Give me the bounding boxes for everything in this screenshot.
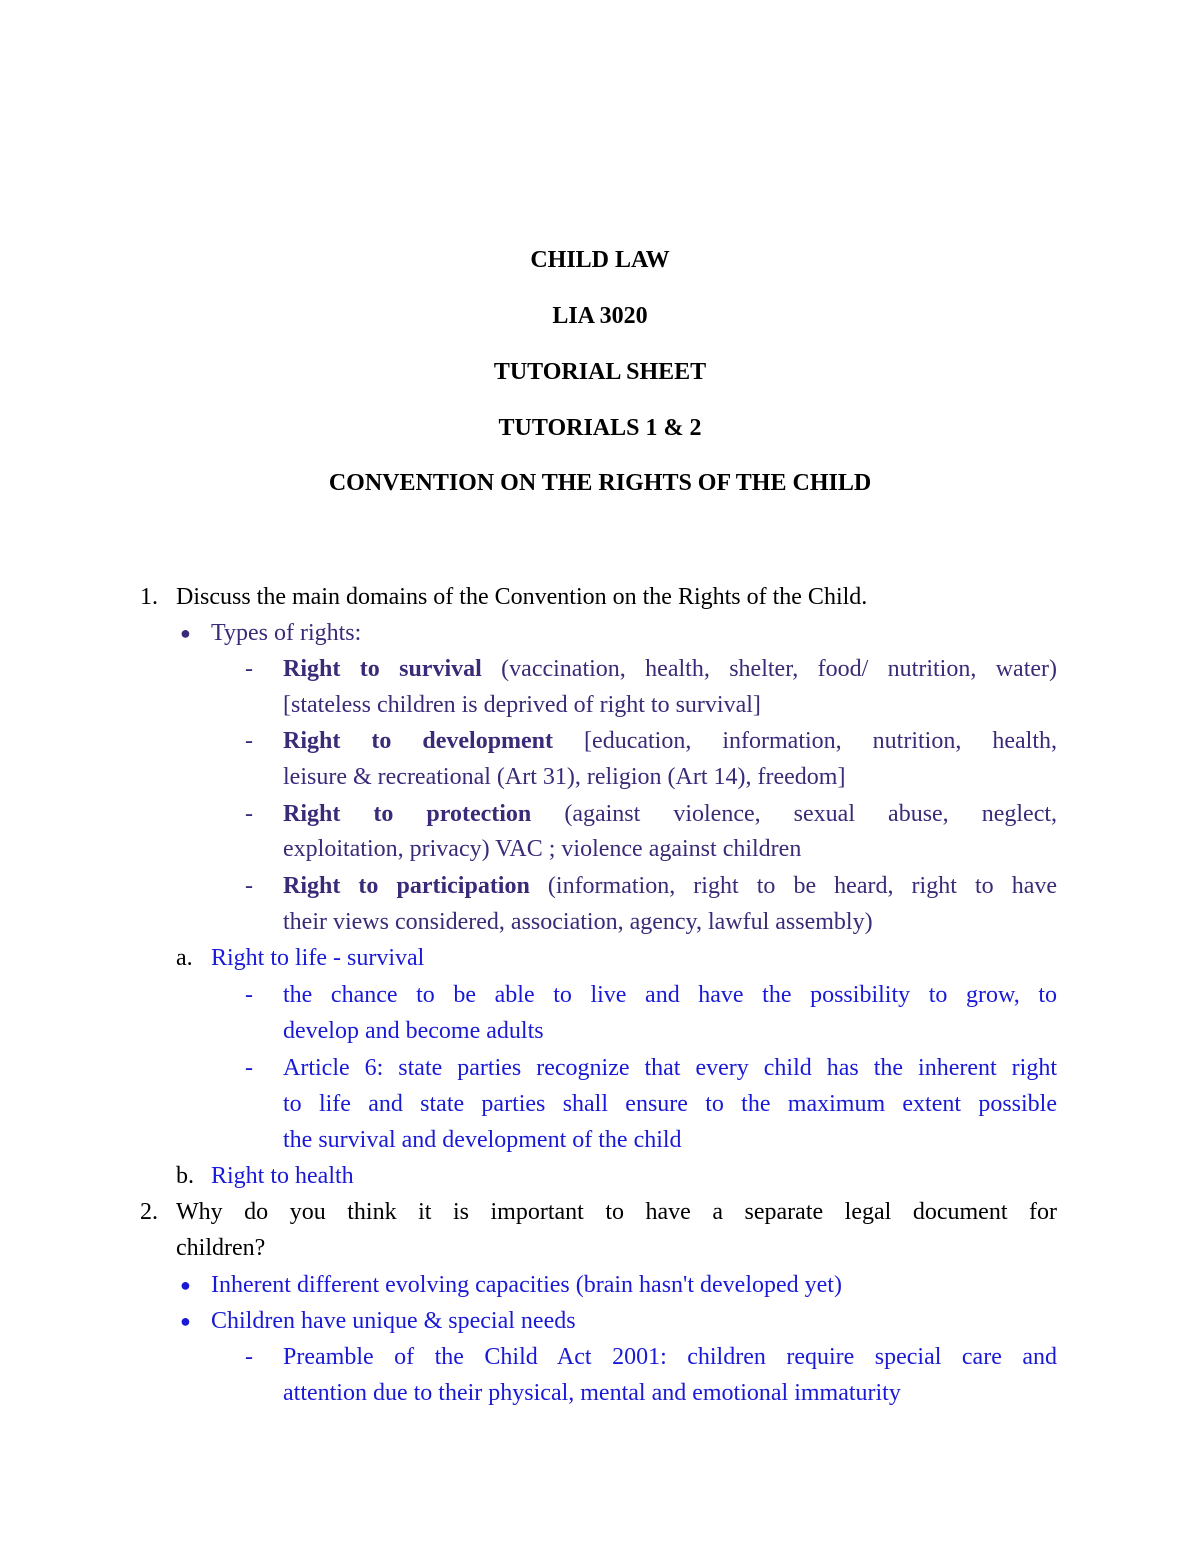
types-of-rights-label: Types of rights: <box>211 620 362 646</box>
bullet-icon: ● <box>180 1275 191 1295</box>
dash-icon: - <box>245 1055 253 1081</box>
question-2-line2: children? <box>176 1235 266 1261</box>
right-participation-line1: Right to participation (information, right to be heard, right to have <box>283 873 1057 899</box>
q2-sub-line2: attention due to their physical, mental and emotional immaturity <box>283 1380 901 1406</box>
right-development-line2: leisure & recreational (Art 31), religion (Art 14), freedom] <box>283 764 846 790</box>
life-point2-line3: the survival and development of the child <box>283 1127 682 1153</box>
question-2-number: 2. <box>140 1199 158 1225</box>
q2-bullet-1: Inherent different evolving capacities (brain hasn't developed yet) <box>211 1272 842 1298</box>
right-development-line1: Right to development [education, information, nutrition, health, <box>283 728 1058 754</box>
right-survival-line1: Right to survival (vaccination, health, shelter, food/ nutrition, water) <box>283 656 1057 682</box>
question-1-text: Discuss the main domains of the Convention on the Rights of the Child. <box>176 584 868 610</box>
right-survival-line2: [stateless children is deprived of right to survival] <box>283 692 761 718</box>
life-point2-line1: Article 6: state parties recognize that every child has the inherent right <box>283 1055 1057 1081</box>
dash-icon: - <box>245 656 253 682</box>
dash-icon: - <box>245 873 253 899</box>
dash-icon: - <box>245 728 253 754</box>
course-code: LIA 3020 <box>552 303 648 329</box>
sub-a-marker: a. <box>176 945 193 971</box>
life-point1-line1: the chance to be able to live and have the possibility to grow, to <box>283 982 1057 1008</box>
question-1-number: 1. <box>140 584 158 610</box>
sub-b-marker: b. <box>176 1163 194 1189</box>
dash-icon: - <box>245 1344 253 1370</box>
right-protection-line2: exploitation, privacy) VAC ; violence against children <box>283 836 802 862</box>
question-2-line1: Why do you think it is important to have a separate legal document for <box>176 1199 1057 1225</box>
q2-bullet-2: Children have unique & special needs <box>211 1308 576 1334</box>
life-point2-line2: to life and state parties shall ensure to the maximum extent possible <box>283 1091 1057 1117</box>
course-title: CHILD LAW <box>530 247 670 273</box>
q2-sub-line1: Preamble of the Child Act 2001: children require special care and <box>283 1344 1057 1370</box>
bullet-icon: ● <box>180 623 191 643</box>
dash-icon: - <box>245 801 253 827</box>
right-to-health-label: Right to health <box>211 1163 354 1189</box>
right-protection-line1: Right to protection (against violence, sexual abuse, neglect, <box>283 801 1058 827</box>
topic-title: CONVENTION ON THE RIGHTS OF THE CHILD <box>328 470 872 496</box>
dash-icon: - <box>245 982 253 1008</box>
right-to-life-label: Right to life - survival <box>211 945 425 971</box>
life-point1-line2: develop and become adults <box>283 1018 544 1044</box>
right-participation-line2: their views considered, association, agency, lawful assembly) <box>283 909 873 935</box>
bullet-icon: ● <box>180 1311 191 1331</box>
sheet-title: TUTORIAL SHEET <box>493 359 707 385</box>
tutorials-title: TUTORIALS 1 & 2 <box>498 415 702 441</box>
